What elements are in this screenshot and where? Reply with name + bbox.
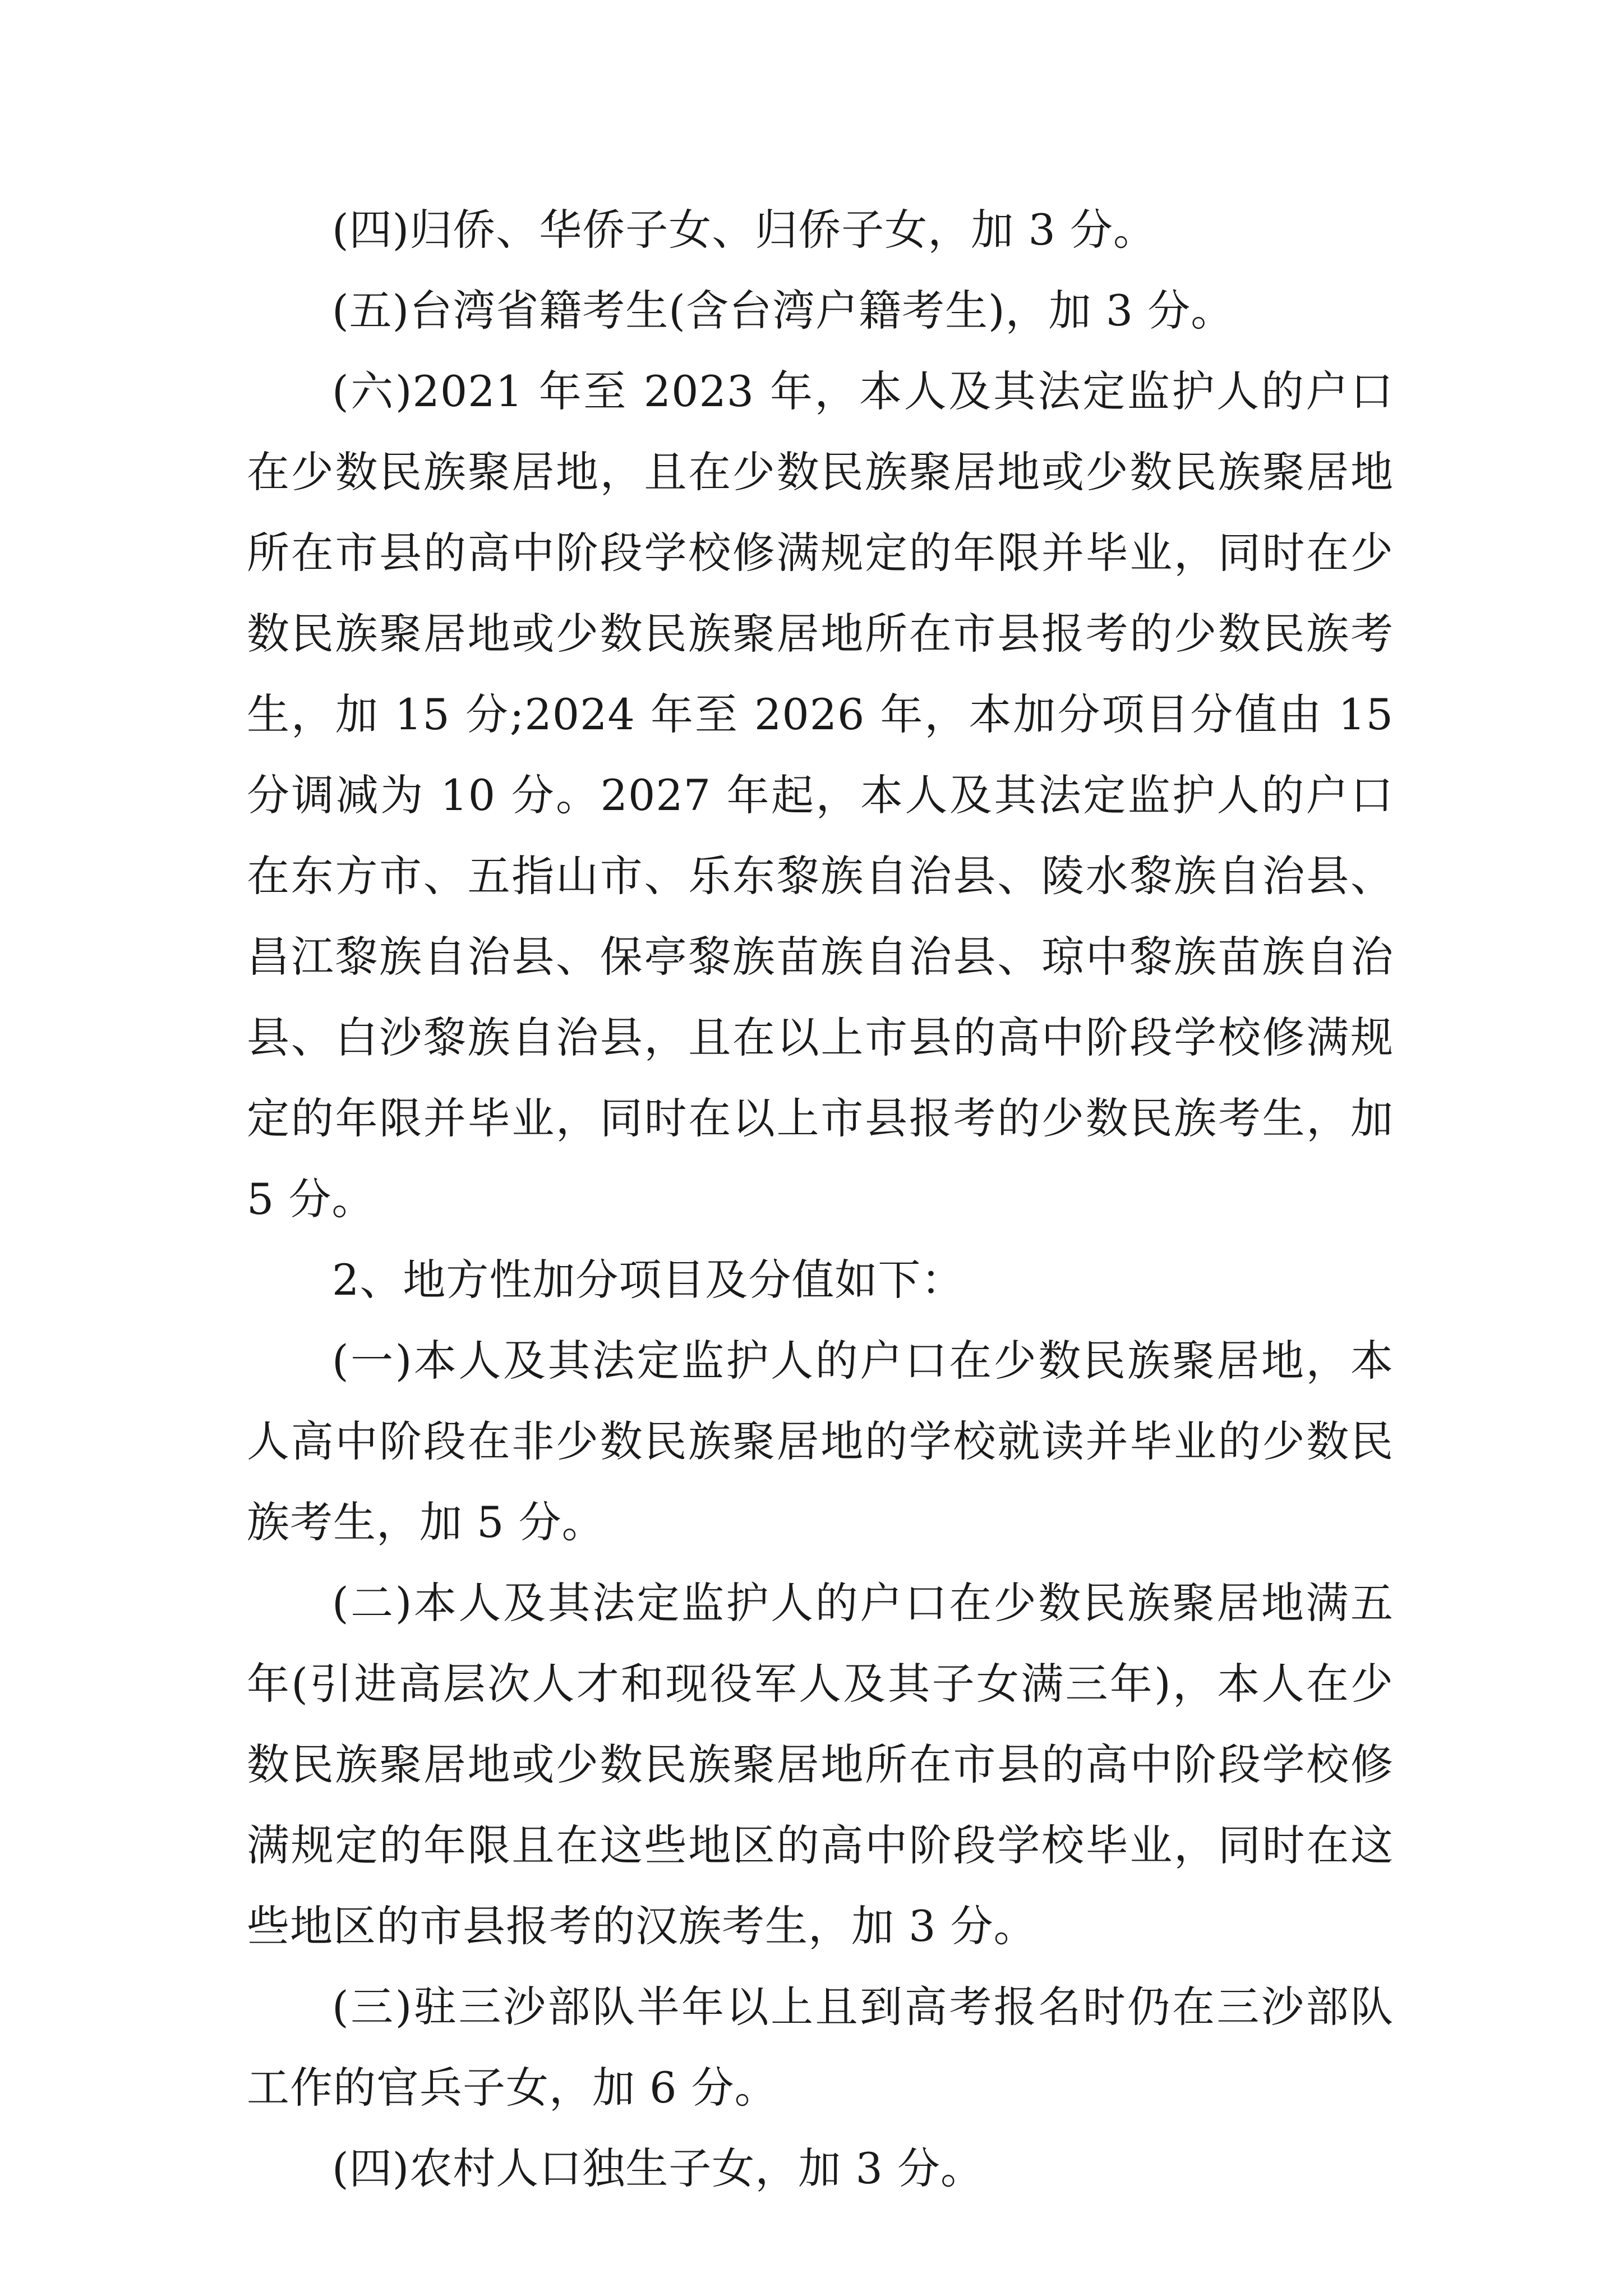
paragraph-local-bonus-2: (二)本人及其法定监护人的户口在少数民族聚居地满五年(引进高层次人才和现役军人及其子女满三年)，本人在少数民族聚居地或少数民族聚居地所在市县的高中阶段学校修满规定的年限且在这些地区的高中阶段学校毕业，同时在这些地区的市县报考的汉族考生，加 3 分。 bbox=[247, 1578, 1394, 1951]
paragraph-taiwan-candidates: (五)台湾省籍考生(含台湾户籍考生)，加 3 分。 bbox=[332, 286, 1234, 335]
document-body bbox=[247, 190, 1394, 2209]
paragraph-local-bonus-4: (四)农村人口独生子女，加 3 分。 bbox=[332, 2143, 984, 2193]
paragraph-local-bonus-1: (一)本人及其法定监护人的户口在少数民族聚居地，本人高中阶段在非少数民族聚居地的学校就读并毕业的少数民族考生，加 5 分。 bbox=[247, 1336, 1394, 1547]
paragraph-returned-overseas-chinese: (四)归侨、华侨子女、归侨子女，加 3 分。 bbox=[332, 205, 1156, 255]
paragraph-local-bonus-heading: 2、地方性加分项目及分值如下： bbox=[332, 1255, 965, 1305]
paragraph-ethnic-minority-bonus: (六)2021 年至 2023 年，本人及其法定监护人的户口在少数民族聚居地，且在少数民族聚居地或少数民族聚居地所在市县的高中阶段学校修满规定的年限并毕业，同时在少数民族聚居地或少数民族聚居地所在市县报考的少数民族考生，加 15 分;2024 年至 2026 年，本加分项目分值由 15 分调减为 10 分。2027 年起，本人及其法定监护人的户口在东方市、五指山市、乐东黎族自治县、陵水黎族自治县、昌江黎族自治县、保亭黎族苗族自治县、琼中黎族苗族自治县、白沙黎族自治县，且在以上市县的高中阶段学校修满规定的年限并毕业，同时在以上市县报考的少数民族考生，加 5 分。 bbox=[247, 366, 1394, 1224]
paragraph-local-bonus-3: (三)驻三沙部队半年以上且到高考报名时仍在三沙部队工作的官兵子女，加 6 分。 bbox=[247, 1982, 1394, 2113]
